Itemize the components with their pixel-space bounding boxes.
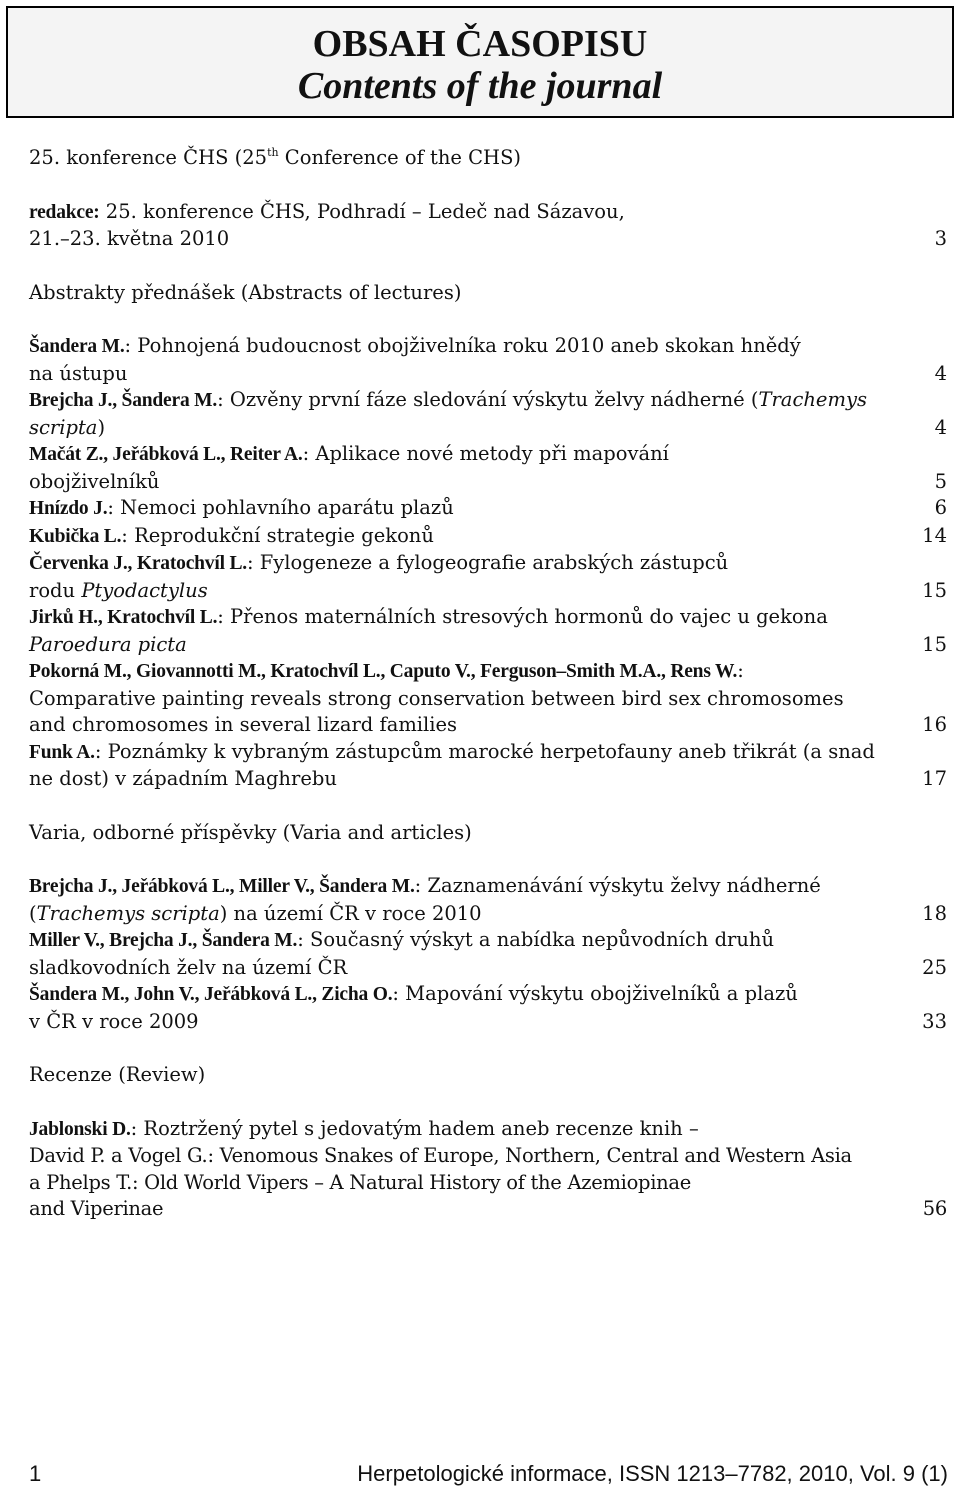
entry-text: : Reprodukční strategie gekonů bbox=[121, 523, 434, 547]
toc-entry[interactable] bbox=[29, 333, 947, 361]
entry-author: Pokorná M., Giovannotti M., Kratochvíl L., Caputo V., Ferguson–Smith M.A., Rens W. bbox=[29, 661, 738, 682]
toc-entry[interactable] bbox=[29, 1116, 947, 1144]
entry-page: 5 bbox=[934, 469, 947, 493]
toc-entry[interactable] bbox=[29, 927, 947, 955]
entry-text: ) bbox=[97, 415, 106, 439]
toc-entry[interactable] bbox=[29, 550, 947, 578]
entry-author: Kubička L. bbox=[29, 525, 122, 547]
toc-entry-cont bbox=[29, 361, 947, 388]
entry-author: Hnízdo J. bbox=[29, 498, 108, 519]
entry-text: obojživelníků bbox=[29, 469, 160, 493]
toc-entry-cont bbox=[29, 901, 947, 928]
entry-page: 15 bbox=[922, 632, 947, 656]
toc-entry-cont bbox=[29, 469, 947, 496]
entry-text: : Roztržený pytel s jedovatým hadem aneb recenze knih – bbox=[130, 1116, 699, 1140]
toc-entry-cont bbox=[29, 712, 947, 739]
entry-text: Ptyodactylus bbox=[81, 578, 208, 602]
entry-author: Šandera M. bbox=[29, 336, 125, 357]
entry-text: Paroedura picta bbox=[29, 632, 187, 656]
entry-page: 15 bbox=[922, 578, 947, 602]
abstracts-heading bbox=[29, 280, 947, 307]
entry-author: Funk A. bbox=[29, 741, 95, 763]
entry-text: : Přenos maternálních stresových hormonů do vajec u gekona bbox=[217, 605, 828, 628]
entry-text: : Mapování výskytu obojživelníků a plazů bbox=[392, 982, 798, 1005]
toc-entry-cont bbox=[29, 415, 947, 442]
entry-text: 21.–23. května 2010 bbox=[29, 227, 230, 250]
toc-entry[interactable] bbox=[29, 441, 947, 469]
entry-page: 17 bbox=[922, 767, 947, 790]
toc-entry[interactable] bbox=[29, 739, 947, 767]
entry-text: : Nemoci pohlavního aparátu plazů bbox=[107, 496, 454, 519]
entry-author: Šandera M., John V., Jeřábková L., Zicha O. bbox=[29, 984, 393, 1005]
toc-entry-conference[interactable] bbox=[29, 199, 947, 227]
entry-text: 25. konference ČHS (25 bbox=[29, 146, 268, 169]
toc-entry-conference-cont bbox=[29, 226, 947, 253]
entry-text: Abstrakty přednášek (Abstracts of lectures) bbox=[29, 280, 462, 304]
entry-author: redakce: bbox=[29, 201, 100, 223]
entry-page: 14 bbox=[922, 523, 947, 547]
toc-entry-cont bbox=[29, 1196, 947, 1223]
entry-text: : Zaznamenávání výskytu želvy nádherné bbox=[414, 874, 821, 897]
entry-page: 18 bbox=[922, 901, 947, 925]
entry-page: 4 bbox=[934, 415, 947, 439]
entry-text: th bbox=[267, 146, 279, 159]
entry-author: Miller V., Brejcha J., Šandera M. bbox=[29, 930, 298, 951]
entry-text: Recenze (Review) bbox=[29, 1063, 206, 1086]
journal-citation: Herpetologické informace, ISSN 1213–7782, 2010, Vol. 9 (1) bbox=[357, 1461, 948, 1486]
entry-text: : Aplikace nové metody při mapování bbox=[302, 442, 669, 465]
entry-page: 56 bbox=[922, 1197, 947, 1220]
entry-author: Červenka J., Kratochvíl L. bbox=[29, 553, 247, 574]
toc-entry[interactable] bbox=[29, 523, 947, 551]
entry-text: 25. konference ČHS, Podhradí – Ledeč nad Sázavou, bbox=[99, 199, 625, 223]
toc-entry-cont bbox=[29, 578, 947, 605]
toc-entry-cont bbox=[29, 1143, 947, 1170]
entry-author: Jablonski D. bbox=[29, 1118, 131, 1140]
varia-heading bbox=[29, 820, 947, 847]
toc-entry-cont bbox=[29, 1170, 947, 1197]
entry-page: 6 bbox=[934, 496, 947, 519]
contents-title: OBSAH ČASOPISU bbox=[312, 23, 648, 65]
entry-text: ( bbox=[29, 901, 37, 925]
entry-text: Trachemys bbox=[758, 388, 867, 411]
entry-text: : Fylogeneze a fylogeografie arabských zástupců bbox=[246, 551, 729, 574]
entry-author: Brejcha J., Šandera M. bbox=[29, 390, 218, 411]
entry-text: rodu bbox=[29, 578, 82, 602]
entry-author: Jirků H., Kratochvíl L. bbox=[29, 607, 218, 628]
entry-page: 25 bbox=[922, 955, 947, 979]
entry-text: ne dost) v západním Maghrebu bbox=[29, 767, 337, 790]
toc-entry[interactable] bbox=[29, 873, 947, 901]
entry-text: David P. a Vogel G.: Venomous Snakes of Europe, Northern, Central and Western Asia bbox=[29, 1144, 852, 1167]
entry-text: ) na území ČR v roce 2010 bbox=[219, 901, 482, 925]
entry-page: 3 bbox=[934, 227, 947, 250]
contents-subtitle: Contents of the journal bbox=[297, 65, 663, 107]
toc-entry[interactable] bbox=[29, 495, 947, 523]
toc-entry[interactable] bbox=[29, 604, 947, 632]
toc-entry[interactable] bbox=[29, 387, 947, 415]
entry-text: v ČR v roce 2009 bbox=[29, 1009, 199, 1033]
entry-text: : bbox=[737, 659, 744, 682]
entry-page: 33 bbox=[922, 1009, 947, 1033]
toc-entry-cont bbox=[29, 766, 947, 793]
review-heading bbox=[29, 1062, 947, 1089]
toc-entry-cont bbox=[29, 686, 947, 713]
page-number: 1 bbox=[29, 1461, 42, 1486]
table-of-contents bbox=[29, 140, 947, 1223]
entry-text: na ústupu bbox=[29, 361, 128, 385]
conference-heading bbox=[29, 140, 947, 172]
entry-text: : Ozvěny první fáze sledování výskytu želvy nádherné ( bbox=[217, 388, 759, 411]
toc-entry[interactable] bbox=[29, 981, 947, 1009]
entry-page: 4 bbox=[934, 361, 947, 385]
entry-text: Comparative painting reveals strong conservation between bird sex chromosomes bbox=[29, 686, 844, 710]
entry-text: Conference of the CHS) bbox=[278, 146, 522, 169]
entry-page: 16 bbox=[922, 713, 947, 736]
page-footer bbox=[29, 1460, 948, 1490]
entry-text: and Viperinae bbox=[29, 1197, 164, 1220]
entry-author: Brejcha J., Jeřábková L., Miller V., Šandera M. bbox=[29, 876, 415, 897]
entry-text: scripta bbox=[29, 415, 98, 439]
entry-text: and chromosomes in several lizard families bbox=[29, 713, 458, 736]
entry-text: : Pohnojená budoucnost obojživelníka roku 2010 aneb skokan hnědý bbox=[124, 334, 801, 357]
entry-text: : Poznámky k vybraným zástupcům marocké herpetofauny aneb třikrát (a snad bbox=[94, 739, 875, 763]
toc-entry[interactable] bbox=[29, 658, 947, 686]
entry-text: Varia, odborné příspěvky (Varia and articles) bbox=[29, 820, 472, 844]
toc-entry-cont bbox=[29, 955, 947, 982]
toc-entry-cont bbox=[29, 632, 947, 659]
contents-header-box bbox=[6, 6, 954, 118]
entry-text: Trachemys scripta bbox=[36, 901, 220, 925]
entry-author: Mačát Z., Jeřábková L., Reiter A. bbox=[29, 444, 303, 465]
entry-text: a Phelps T.: Old World Vipers – A Natural History of the Azemiopinae bbox=[29, 1170, 691, 1194]
entry-text: sladkovodních želv na území ČR bbox=[29, 955, 348, 979]
entry-text: : Současný výskyt a nabídka nepůvodních druhů bbox=[297, 928, 775, 951]
toc-entry-cont bbox=[29, 1009, 947, 1036]
